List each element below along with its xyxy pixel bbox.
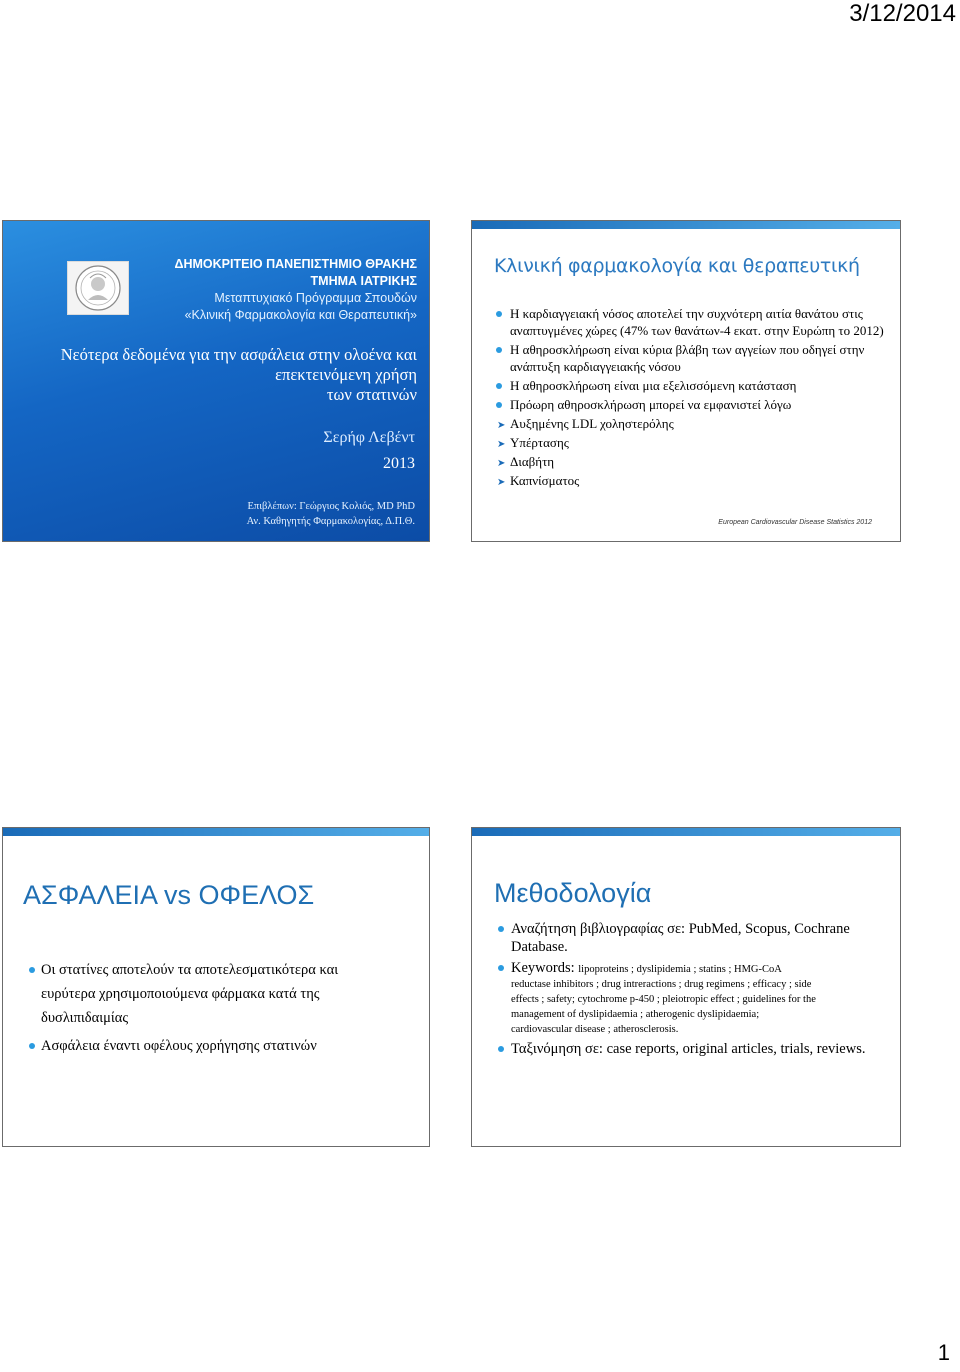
sub-bullet-text: Διαβήτη	[510, 454, 555, 469]
university-heading	[133, 256, 417, 324]
page-number: 1	[937, 1340, 950, 1365]
bullet-list	[29, 958, 389, 1062]
page-date: 3/12/2014	[849, 0, 956, 27]
sub-bullet-item	[496, 472, 886, 489]
bullet-dot-icon	[29, 967, 35, 973]
bullet-text: Η καρδιαγγειακή νόσος αποτελεί την συχνότερη αιτία θανάτου στις αναπτυγμένες χώρες (47% των θανάτων-4 εκατ. στην Ευρώπη το 2012)	[510, 306, 884, 338]
keywords-label: Keywords:	[511, 960, 575, 976]
university-seal-icon	[67, 261, 129, 315]
bullet-item	[498, 1040, 888, 1058]
arrow-bullet-icon: ➤	[497, 477, 506, 488]
bullet-item	[496, 396, 886, 413]
sub-bullet-item	[496, 434, 886, 451]
author-name: Σερήφ Λεβέντ	[323, 429, 415, 446]
sub-bullet-text: Υπέρτασης	[510, 435, 569, 450]
program-title: «Κλινική Φαρμακολογία και Θεραπευτική»	[184, 308, 417, 322]
bullet-item	[29, 958, 389, 1030]
bullet-dot-icon	[496, 311, 502, 317]
slide-methodology	[471, 827, 901, 1147]
bullet-item	[496, 341, 886, 375]
bullet-list	[496, 305, 886, 491]
supervisor-info	[155, 499, 415, 529]
bullet-item	[496, 305, 886, 339]
title-line: των στατινών	[326, 385, 417, 404]
bullet-dot-icon	[496, 402, 502, 408]
bullet-text: Η αθηροσκλήρωση είναι κύρια βλάβη των αγγείων που οδηγεί στην ανάπτυξη καρδιαγγειακής νόσου	[510, 342, 865, 374]
university-name: ΔΗΜΟΚΡΙΤΕΙΟ ΠΑΝΕΠΙΣΤΗΜΙΟ ΘΡΑΚΗΣ	[174, 257, 417, 271]
arrow-bullet-icon: ➤	[497, 439, 506, 450]
department-name: ΤΜΗΜΑ ΙΑΤΡΙΚΗΣ	[310, 274, 417, 288]
slide-top-band	[3, 828, 429, 836]
supervisor-line: Αν. Καθηγητής Φαρμακολογίας, Δ.Π.Θ.	[246, 516, 415, 527]
bullet-text: Οι στατίνες αποτελούν τα αποτελεσματικότερα και ευρύτερα χρησιμοποιούμενα φάρμακα κατά της δυσλιπιδαιμίας	[41, 962, 339, 1026]
slide-safety-vs-benefit	[2, 827, 430, 1147]
slide-title-text: Κλινική φαρμακολογία και θεραπευτική	[494, 255, 860, 277]
title-line: επεκτεινόμενη χρήση	[275, 365, 417, 384]
keywords-line: effects ; safety; cytochrome p-450 ; pleiotropic effect ; guidelines for the	[511, 994, 816, 1005]
sub-bullet-text: Καπνίσματος	[510, 473, 580, 488]
bullet-item	[29, 1034, 389, 1058]
bullet-item	[498, 920, 888, 956]
bullet-dot-icon	[498, 965, 504, 971]
keywords-line: cardiovascular disease ; atherosclerosis.	[511, 1024, 679, 1035]
keywords-line: management of dyslipidaemia ; atherogenic dyslipidaemia;	[511, 1009, 760, 1020]
keywords-line: lipoproteins ; dyslipidemia ; statins ; HMG-CoA	[578, 964, 782, 975]
bullet-text: Ασφάλεια έναντι οφέλους χορήγησης στατινών	[41, 1038, 317, 1054]
bullet-text: Η αθηροσκλήρωση είναι μια εξελισσόμενη κατάσταση	[510, 378, 797, 393]
bullet-dot-icon	[29, 1043, 35, 1049]
slide-top-band	[472, 221, 900, 229]
presentation-title	[9, 345, 417, 405]
slide-title-text: ΑΣΦΑΛΕΙΑ vs ΟΦΕΛΟΣ	[23, 880, 315, 910]
title-line: Νεότερα δεδομένα για την ασφάλεια στην ολοένα και	[60, 345, 417, 364]
slide-title	[2, 220, 430, 542]
bullet-dot-icon	[498, 926, 504, 932]
keywords-line: reductase inhibitors ; drug intreractions ; drug regimens ; efficacy ; side	[511, 979, 812, 990]
bullet-list	[498, 920, 888, 1061]
bullet-dot-icon	[496, 383, 502, 389]
supervisor-line: Επιβλέπων: Γεώργιος Κολιός, MD PhD	[247, 501, 415, 512]
slide-top-band	[472, 828, 900, 836]
bullet-dot-icon	[496, 347, 502, 353]
arrow-bullet-icon: ➤	[497, 420, 506, 431]
sub-bullet-item	[496, 415, 886, 432]
bullet-text: Αναζήτηση βιβλιογραφίας σε: PubMed, Scopus, Cochrane Database.	[511, 921, 850, 955]
sub-bullet-text: Αυξημένης LDL χοληστερόλης	[510, 416, 674, 431]
arrow-bullet-icon: ➤	[497, 458, 506, 469]
bullet-item-keywords	[498, 959, 888, 1037]
seal-graphic	[68, 262, 128, 314]
sub-bullet-item	[496, 453, 886, 470]
program-name: Μεταπτυχιακό Πρόγραμμα Σπουδών	[214, 291, 417, 305]
slide-title-text: Μεθοδολογία	[494, 878, 652, 908]
bullet-text: Πρόωρη αθηροσκλήρωση μπορεί να εμφανιστεί λόγω	[510, 397, 792, 412]
presentation-year: 2013	[383, 455, 415, 472]
bullet-text: Ταξινόμηση σε: case reports, original articles, trials, reviews.	[511, 1041, 866, 1057]
slide-clinical-pharmacology	[471, 220, 901, 542]
bullet-dot-icon	[498, 1046, 504, 1052]
bullet-item	[496, 377, 886, 394]
source-citation: European Cardiovascular Disease Statistics 2012	[718, 519, 872, 526]
